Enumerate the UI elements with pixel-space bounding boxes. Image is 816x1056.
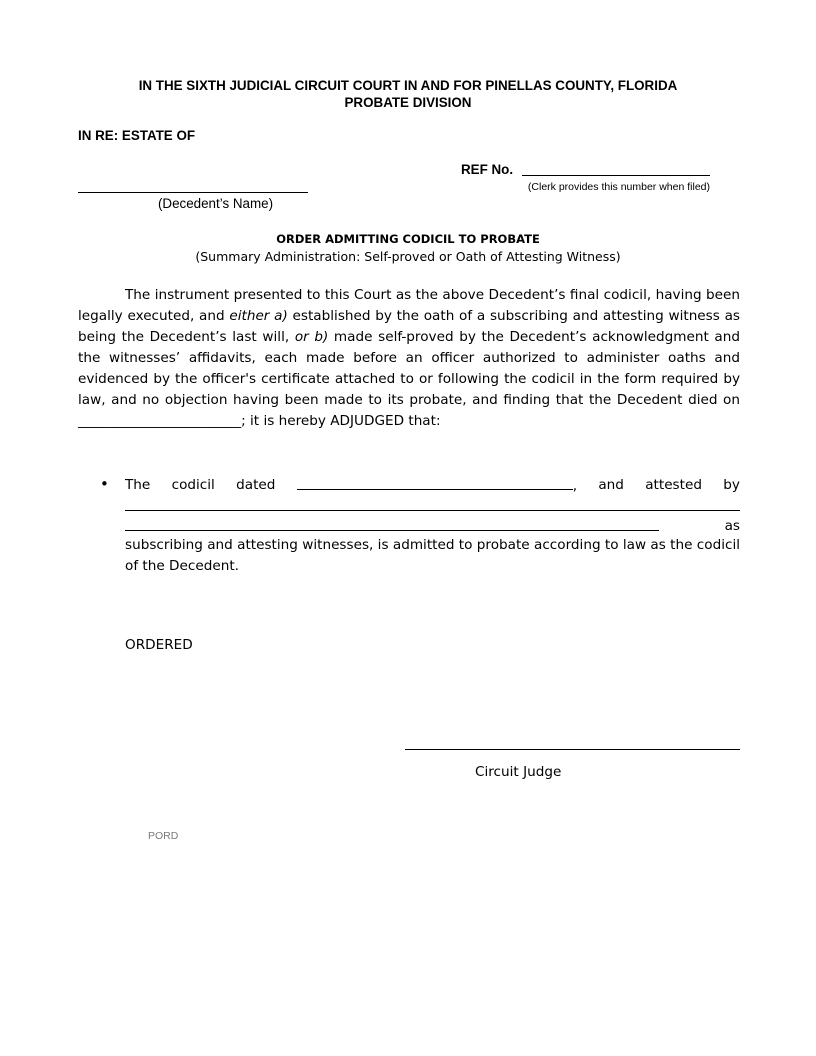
judge-signature-field[interactable]	[405, 749, 740, 750]
comma: ,	[572, 478, 578, 494]
decedent-name-label: (Decedent’s Name)	[157, 196, 274, 211]
decedent-name-field[interactable]	[78, 192, 308, 193]
word-as: as	[724, 518, 740, 534]
word-and: and	[598, 477, 624, 493]
order-paragraph	[78, 285, 740, 432]
division-heading: PROBATE DIVISION	[344, 95, 472, 110]
bullet-line-1	[125, 475, 740, 497]
witnesses-field-2[interactable]	[125, 516, 659, 531]
para-text-1: The instrument presented to this Court as the above Decedent’s final codicil, having been legally executed, and	[78, 287, 740, 324]
ref-number-field[interactable]	[522, 175, 710, 176]
para-text-4: ; it is hereby ADJUDGED that:	[241, 413, 441, 429]
in-re-label: IN RE: ESTATE OF	[78, 128, 196, 143]
bullet-line-3	[125, 516, 740, 537]
para-italic-1: either a)	[229, 308, 288, 324]
word-attested: attested	[645, 477, 702, 493]
circuit-judge-label: Circuit Judge	[475, 764, 562, 780]
ordered-label: ORDERED	[125, 637, 193, 653]
para-text-3: made self-proved by the Decedent’s acknowledgment and the witnesses’ affidavits, each made before an officer authorized to administer oaths and evidenced by the officer's certificate attached to or following the codicil in the form required by law, and no objection having been made to its probate, and finding that the Decedent died on	[78, 329, 740, 408]
clerk-note: (Clerk provides this number when filed)	[527, 181, 710, 193]
witnesses-field-1[interactable]	[125, 496, 740, 511]
para-text-2: established by the oath of a subscribing and attesting witness as being the Decedent’s last will,	[78, 308, 740, 345]
codicil-date-field[interactable]	[297, 475, 573, 490]
word-by: by	[723, 477, 740, 493]
date-of-death-field[interactable]: ________________________	[78, 413, 242, 429]
para-italic-2: or b)	[294, 329, 329, 345]
bullet-marker: •	[100, 475, 109, 493]
court-heading: IN THE SIXTH JUDICIAL CIRCUIT COURT IN AND FOR PINELLAS COUNTY, FLORIDA	[138, 78, 678, 93]
word-the: The	[125, 477, 151, 493]
codicil-date-group	[297, 475, 577, 497]
word-codicil: codicil	[171, 477, 215, 493]
ref-number-label: REF No.	[461, 162, 514, 177]
order-title: ORDER ADMITTING CODICIL TO PROBATE	[276, 232, 540, 246]
word-dated: dated	[236, 477, 276, 493]
bullet-line-2	[125, 496, 740, 517]
order-subtitle: (Summary Administration: Self-proved or Oath of Attesting Witness)	[195, 249, 621, 264]
bullet-rest: subscribing and attesting witnesses, is admitted to probate according to law as the codicil of the Decedent.	[125, 537, 741, 574]
form-code: PORD	[148, 830, 179, 842]
